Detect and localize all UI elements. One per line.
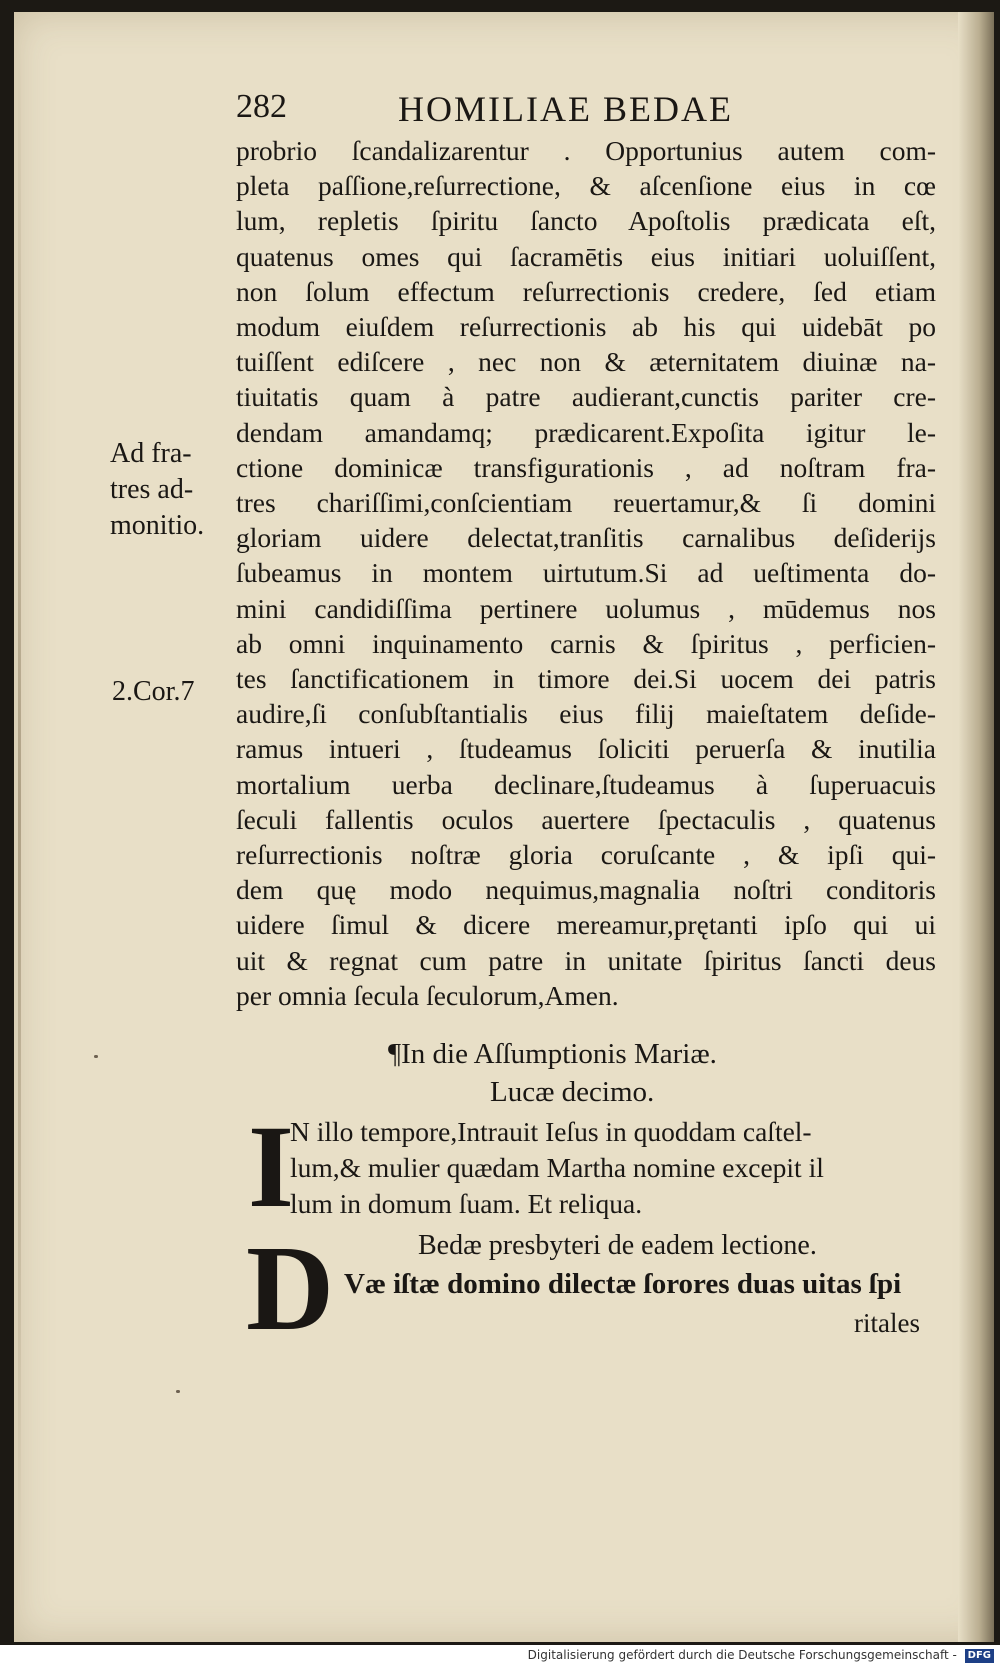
text-line: ctione dominicæ transfigurationis , ad noſtram fra- (236, 451, 936, 483)
page-number: 282 (236, 88, 287, 125)
text-line: audire,ſi conſubſtantialis eius filij maieſtatem deſide- (236, 698, 936, 730)
margin-note-line: Ad fra- (110, 438, 192, 469)
text-line: tuiſſent ediſcere , nec non & æternitatem diuinæ na- (236, 346, 936, 378)
digitization-credit (528, 1648, 994, 1663)
margin-note-reference: 2.Cor.7 (112, 676, 195, 707)
text-line: reſurrectionis noſtræ gloria coruſcante , & ipſi qui- (236, 839, 936, 871)
drop-initial-i: I (248, 1101, 294, 1232)
running-head-title: HOMILIAE BEDAE (398, 89, 733, 129)
paper-speck (94, 1055, 98, 1058)
homily-byline: Bedæ presbyteri de eadem lectione. (418, 1230, 817, 1261)
paper-speck (176, 1390, 180, 1393)
text-line: mini candidiſſima pertinere uolumus , mūdemus nos (236, 592, 936, 624)
catchword: ritales (854, 1308, 920, 1338)
margin-note-line: tres ad- (110, 474, 194, 505)
drop-initial-d: D (246, 1221, 335, 1356)
text-line: dendam amandamq; prædicarent.Expoſita igitur le- (236, 416, 936, 448)
text-line: dem quę modo nequimus,magnalia noſtri conditoris (236, 874, 936, 906)
credit-text: Digitalisierung gefördert durch die Deutsche Forschungsgemeinschaft - (527, 1648, 957, 1662)
section-heading: ¶In die Aſſumptionis Mariæ. (388, 1038, 717, 1070)
text-line: quatenus omes qui ſacramētis eius initiari uoluiſſent, (236, 240, 936, 272)
passage-line: N illo tempore,Intrauit Ieſus in quoddam caſtel- (290, 1116, 812, 1147)
dfg-logo: DFG (965, 1649, 994, 1663)
text-line: ſeculi fallentis oculos auertere ſpectaculis , quatenus (236, 803, 936, 835)
text-line: modum eiuſdem reſurrectionis ab his qui uidebāt po (236, 311, 936, 343)
main-text-block (236, 133, 936, 1013)
text-line: tiuitatis quam à patre audierant,cunctis pariter cre- (236, 381, 936, 413)
passage-line: lum in domum ſuam. Et reliqua. (290, 1188, 643, 1219)
text-line: gloriam uidere delectat,tranſitis carnalibus deſiderijs (236, 522, 936, 554)
text-line: lum, repletis ſpiritu ſancto Apoſtolis prædicata eſt, (236, 205, 936, 237)
text-line: ab omni inquinamento carnis & ſpiritus , perficien- (236, 627, 936, 659)
text-line: pleta paſſione,reſurrectione, & aſcenſione eius in cœ (236, 170, 936, 202)
gospel-passage (290, 1114, 940, 1222)
margin-note-line: monitio. (110, 510, 205, 541)
text-line: tes ſanctificationem in timore dei.Si uocem dei patris (236, 663, 936, 695)
homily-opening-line: Væ iſtæ domino dilectæ ſorores duas uitas ſpi (344, 1268, 902, 1300)
page-edge-stain (18, 40, 21, 1580)
text-line: per omnia ſecula ſeculorum,Amen. (236, 979, 619, 1011)
page-gutter-shadow (958, 12, 994, 1642)
text-line: uit & regnat cum patre in unitate ſpiritus ſancti deus (236, 944, 936, 976)
section-subheading: Lucæ decimo. (490, 1076, 655, 1108)
running-header (236, 88, 796, 132)
text-line: ſubeamus in montem uirtutum.Si ad ueſtimenta do- (236, 557, 936, 589)
text-line: non ſolum effectum reſurrectionis credere, ſed etiam (236, 275, 936, 307)
text-line: uidere ſimul & dicere mereamur,prętanti ipſo qui ui (236, 909, 936, 941)
text-line: mortalium uerba declinare,ſtudeamus à ſuperuacuis (236, 768, 936, 800)
margin-note-admonition (110, 436, 230, 544)
text-line: ramus intueri , ſtudeamus ſoliciti peruerſa & inutilia (236, 733, 936, 765)
text-line: probrio ſcandalizarentur . Opportunius autem com- (236, 135, 936, 166)
text-line: tres chariſſimi,conſcientiam reuertamur,& ſi domini (236, 487, 936, 519)
passage-line: lum,& mulier quædam Martha nomine excepit il (290, 1152, 824, 1183)
